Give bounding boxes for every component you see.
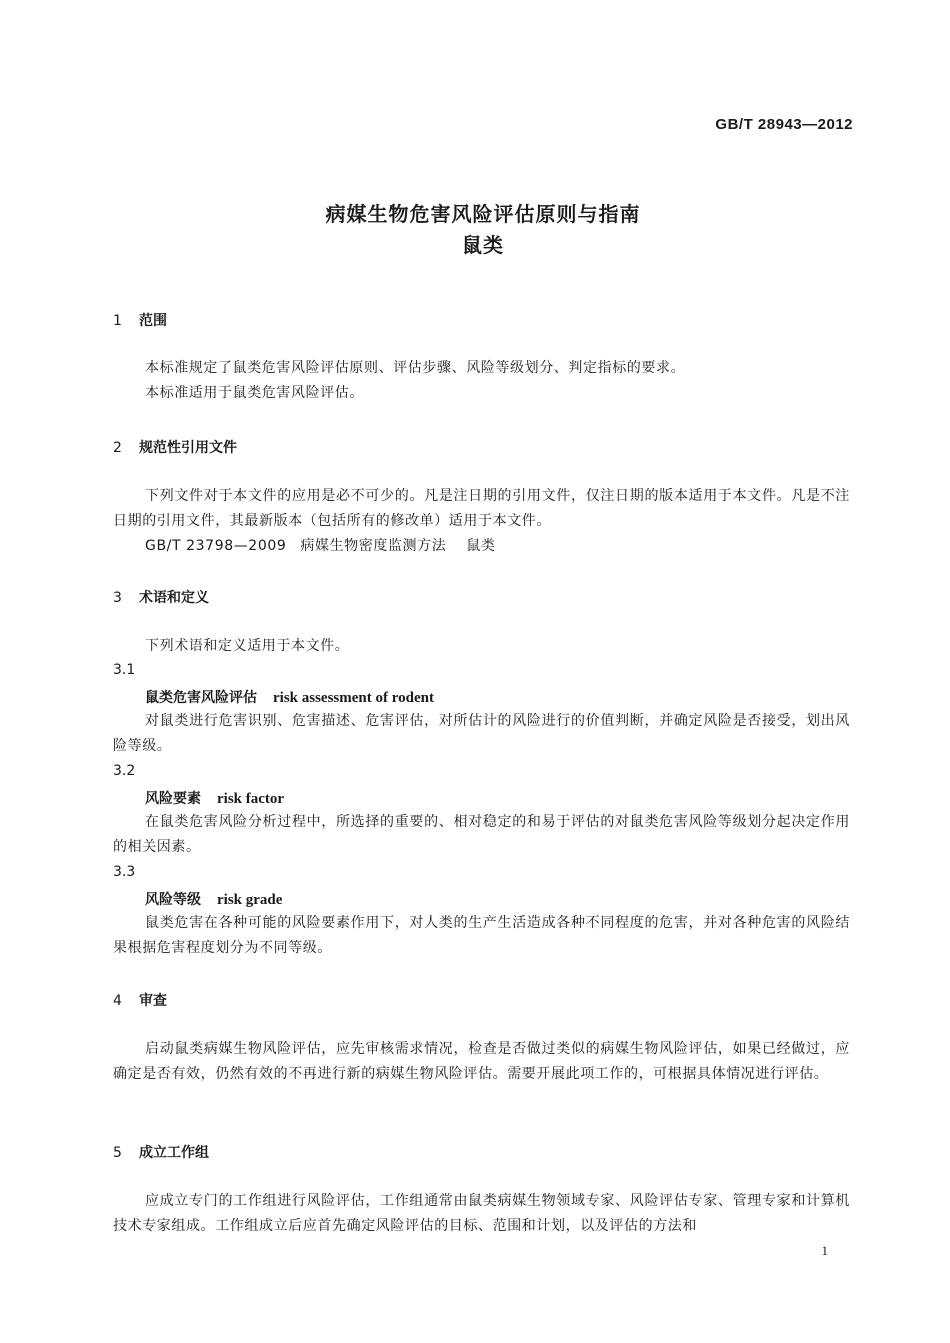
term-definition <box>113 810 850 860</box>
paragraph: 在鼠类危害风险分析过程中，所选择的重要的、相对稳定的和易于评估的对鼠类危害风险等级划分起决定作用的相关因素。 <box>113 814 850 855</box>
paragraph: 应成立专门的工作组进行风险评估，工作组通常由鼠类病媒生物领域专家、风险评估专家、管理专家和计算机技术专家组成。工作组成立后应首先确定风险评估的目标、范围和计划，以及评估的方法和 <box>113 1193 850 1234</box>
term-heading <box>145 687 434 707</box>
reference-code: GB/T 23798—2009 <box>145 538 287 554</box>
section-number: 5 <box>113 1145 122 1161</box>
section-1-heading <box>113 310 167 330</box>
section-title: 规范性引用文件 <box>139 440 237 456</box>
paragraph: 下列文件对于本文件的应用是必不可少的。凡是注日期的引用文件，仅注日期的版本适用于本文件。凡是不注日期的引用文件，其最新版本（包括所有的修改单）适用于本文件。 <box>113 488 850 529</box>
term-en: risk factor <box>217 791 285 807</box>
section-3-intro <box>113 634 850 659</box>
section-4-heading <box>113 990 167 1010</box>
section-2-heading <box>113 437 237 457</box>
paragraph: 对鼠类进行危害识别、危害描述、危害评估，对所估计的风险进行的价值判断，并确定风险是否接受，划出风险等级。 <box>113 713 850 754</box>
page-number: 1 <box>821 1243 828 1258</box>
document-title <box>0 198 950 260</box>
paragraph: 启动鼠类病媒生物风险评估，应先审核需求情况，检查是否做过类似的病媒生物风险评估，如果已经做过，应确定是否有效，仍然有效的不再进行新的病媒生物风险评估。需要开展此项工作的，可根据具体情况进行评估。 <box>113 1041 850 1082</box>
section-title: 术语和定义 <box>139 590 209 606</box>
reference-name: 病媒生物密度监测方法 <box>300 538 447 554</box>
term-heading <box>145 788 284 808</box>
normative-reference <box>113 534 850 559</box>
section-number: 4 <box>113 993 122 1009</box>
section-title: 成立工作组 <box>139 1145 209 1161</box>
clause-number: 3.3 <box>113 864 136 880</box>
reference-part: 鼠类 <box>466 538 496 554</box>
title-sub: 鼠类 <box>462 233 504 257</box>
section-4-body <box>113 1037 850 1087</box>
paragraph: 下列术语和定义适用于本文件。 <box>145 638 350 654</box>
section-number: 2 <box>113 440 122 456</box>
title-main: 病媒生物危害风险评估原则与指南 <box>325 202 641 226</box>
section-title: 范围 <box>139 313 167 329</box>
section-5-body <box>113 1189 850 1239</box>
section-1-body <box>113 356 850 406</box>
standard-code: GB/T 28943—2012 <box>715 116 853 133</box>
term-heading <box>145 889 282 909</box>
term-definition <box>113 709 850 759</box>
term-definition <box>113 911 850 961</box>
section-5-heading <box>113 1142 209 1162</box>
term-cn: 风险要素 <box>145 791 201 807</box>
section-title: 审查 <box>139 993 167 1009</box>
clause-number: 3.1 <box>113 662 136 678</box>
section-number: 1 <box>113 313 122 329</box>
paragraph: 本标准适用于鼠类危害风险评估。 <box>145 385 364 401</box>
section-2-body <box>113 484 850 559</box>
term-cn: 鼠类危害风险评估 <box>145 690 257 706</box>
term-en: risk grade <box>217 892 283 908</box>
term-cn: 风险等级 <box>145 892 201 908</box>
section-number: 3 <box>113 590 122 606</box>
section-3-heading <box>113 587 209 607</box>
paragraph: 本标准规定了鼠类危害风险评估原则、评估步骤、风险等级划分、判定指标的要求。 <box>145 360 686 376</box>
paragraph: 鼠类危害在各种可能的风险要素作用下，对人类的生产生活造成各种不同程度的危害，并对各种危害的风险结果根据危害程度划分为不同等级。 <box>113 915 850 956</box>
term-en: risk assessment of rodent <box>273 690 434 706</box>
clause-number: 3.2 <box>113 763 136 779</box>
